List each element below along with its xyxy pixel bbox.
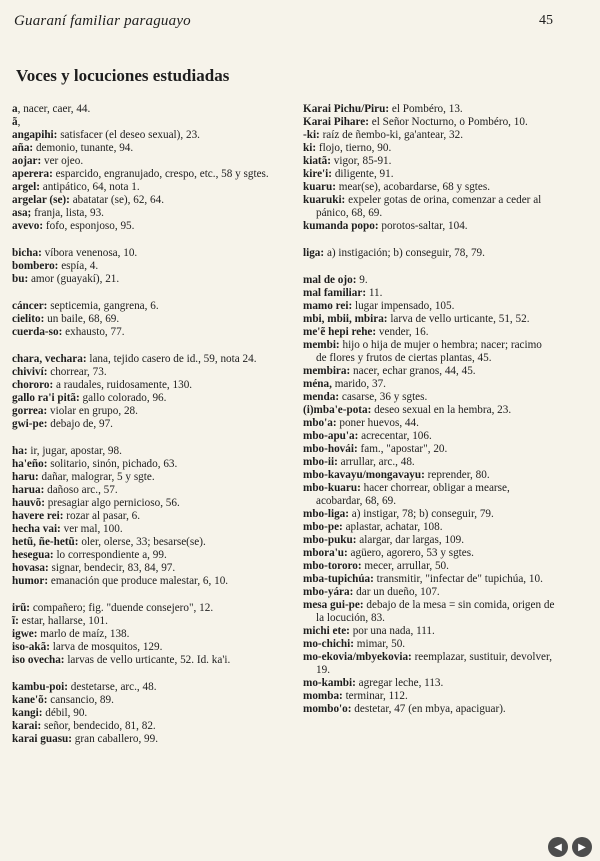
definition: amor (guayakí), 21. [28, 273, 120, 285]
definition: marlo de maíz, 138. [37, 628, 130, 640]
definition: espía, 4. [58, 260, 99, 272]
definition: débil, 90. [42, 707, 88, 719]
glossary-entry [303, 181, 555, 194]
definition: franja, lista, 93. [31, 207, 104, 219]
glossary-entry [303, 313, 555, 326]
headword: momba: [303, 690, 343, 702]
definition: lugar impensado, 105. [352, 300, 455, 312]
headword: kangi: [12, 707, 43, 719]
glossary-entry [303, 703, 555, 716]
headword: (i)mba'e-pota: [303, 404, 372, 416]
glossary-entry [303, 599, 555, 625]
glossary-entry [303, 142, 555, 155]
headword: hetũ, ñe-hetũ: [12, 536, 79, 548]
glossary-entry [303, 534, 555, 547]
glossary-entry [12, 720, 284, 733]
glossary-entry [303, 430, 555, 443]
definition: dañar, malograr, 5 y sgte. [38, 471, 155, 483]
headword: menda: [303, 391, 340, 403]
glossary-entry [12, 694, 284, 707]
glossary-entry [12, 353, 284, 366]
definition: marido, 37. [331, 378, 386, 390]
headword: mbo-apu'a: [303, 430, 359, 442]
next-page-button[interactable] [572, 837, 592, 857]
headword: aojar: [12, 155, 42, 167]
headword: gwi-pe: [12, 418, 48, 430]
definition: gallo colorado, 96. [79, 392, 167, 404]
definition: acrecentar, 106. [358, 430, 432, 442]
headword: ha'eño: [12, 458, 48, 470]
definition: debajo de la mesa = sin comida, origen de la locución, 83. [316, 599, 555, 624]
definition: larva de mosquitos, 129. [49, 641, 163, 653]
definition: señor, bendecido, 81, 82. [41, 720, 156, 732]
definition: un baile, 68, 69. [44, 313, 120, 325]
glossary-entry [303, 116, 555, 129]
chevron-right-icon: ▶ [578, 841, 586, 853]
glossary-entry [303, 326, 555, 339]
headword: cáncer: [12, 300, 48, 312]
definition: a) instigación; b) conseguir, 78, 79. [324, 247, 485, 259]
headword: kambu-poi: [12, 681, 68, 693]
headword: gorrea: [12, 405, 48, 417]
left-column [12, 103, 284, 746]
headword: humor: [12, 575, 49, 587]
headword: hesegua: [12, 549, 54, 561]
headword: ha: [12, 445, 28, 457]
headword: liga: [303, 247, 325, 259]
headword: harua: [12, 484, 45, 496]
definition: chorrear, 73. [47, 366, 107, 378]
glossary-entry [303, 560, 555, 573]
glossary-entry [303, 690, 555, 703]
headword: mba-tupichúa: [303, 573, 374, 585]
glossary-entry [303, 469, 555, 482]
glossary-entry [303, 638, 555, 651]
headword: karai: [12, 720, 42, 732]
definition: , nacer, caer, 44. [17, 103, 91, 115]
headword: mbora'u: [303, 547, 348, 559]
headword: kire'i: [303, 168, 333, 180]
headword: mbo-liga: [303, 508, 349, 520]
headword: mbo-ii: [303, 456, 338, 468]
headword: mbo-tororo: [303, 560, 362, 572]
definition: vender, 16. [376, 326, 429, 338]
definition: solitario, sinón, pichado, 63. [47, 458, 178, 470]
headword: mbo-kuaru: [303, 482, 361, 494]
glossary-entry [303, 404, 555, 417]
glossary-entry [303, 194, 555, 220]
headword: chiviví: [12, 366, 48, 378]
glossary-entry [12, 484, 284, 497]
glossary-entry [303, 521, 555, 534]
headword: ména, [303, 378, 332, 390]
headword: ki: [303, 142, 317, 154]
headword: argelar (se): [12, 194, 70, 206]
glossary-entry [303, 443, 555, 456]
headword: mbo-yára: [303, 586, 354, 598]
glossary-entry [12, 379, 284, 392]
definition: ir, jugar, apostar, 98. [27, 445, 122, 457]
definition: hijo o hija de mujer o hembra; nacer; racimo de flores y frutos de ciertas plantas, 45. [316, 339, 542, 364]
definition: abatatar (se), 62, 64. [69, 194, 165, 206]
headword: karai guasu: [12, 733, 72, 745]
running-head: Guaraní familiar paraguayo [14, 13, 191, 29]
glossary-entry [12, 247, 284, 260]
headword: mbo-pe: [303, 521, 343, 533]
definition: por una nada, 111. [349, 625, 435, 637]
definition: exhausto, 77. [62, 326, 125, 338]
headword: hovasa: [12, 562, 49, 574]
definition: compañero; fig. "duende consejero", 12. [30, 602, 214, 614]
glossary-entry [12, 733, 284, 746]
headword: kiatã: [303, 155, 331, 167]
definition: oler, olerse, 33; besarse(se). [78, 536, 206, 548]
glossary-entry [12, 602, 284, 615]
glossary-entry [303, 586, 555, 599]
headword: mamo rei: [303, 300, 353, 312]
headword: ã [12, 116, 18, 128]
headword: me'ẽ hepi rehe: [303, 326, 377, 338]
definition: violar en grupo, 28. [47, 405, 138, 417]
headword: argel: [12, 181, 40, 193]
headword: bicha: [12, 247, 42, 259]
headword: kumanda popo: [303, 220, 379, 232]
definition: 11. [366, 287, 383, 299]
definition: reemplazar, sustituir, devolver, 19. [316, 651, 553, 676]
definition: ver ojeo. [41, 155, 84, 167]
glossary-entry [303, 625, 555, 638]
glossary-entry [12, 142, 284, 155]
glossary-entry [12, 654, 284, 667]
glossary-entry [12, 418, 284, 431]
headword: ĩ: [12, 615, 19, 627]
headword: kuaru: [303, 181, 336, 193]
glossary-entry [303, 168, 555, 181]
headword: angapihi: [12, 129, 58, 141]
glossary-entry [303, 247, 555, 260]
definition: mecer, arrullar, 50. [361, 560, 449, 572]
glossary-entry [303, 155, 555, 168]
glossary-entry [303, 482, 555, 508]
definition: mimar, 50. [353, 638, 406, 650]
section-title: Voces y locuciones estudiadas [16, 66, 230, 85]
definition: el Pombéro, 13. [389, 103, 463, 115]
glossary-entry [303, 378, 555, 391]
definition: emanación que produce malestar, 6, 10. [48, 575, 229, 587]
glossary-entry [303, 220, 555, 233]
glossary-entry [12, 129, 284, 142]
definition: destetarse, arc., 48. [67, 681, 157, 693]
definition: nacer, echar granos, 44, 45. [350, 365, 476, 377]
glossary-entry [12, 549, 284, 562]
glossary-entry [12, 366, 284, 379]
glossary-entry [12, 220, 284, 233]
definition: vigor, 85-91. [330, 155, 392, 167]
headword: Karai Pihare: [303, 116, 369, 128]
glossary-entry [12, 562, 284, 575]
definition: dar un dueño, 107. [353, 586, 440, 598]
glossary-entry [303, 129, 555, 142]
headword: hauvõ: [12, 497, 45, 509]
headword: irũ: [12, 602, 31, 614]
glossary-entry [12, 260, 284, 273]
definition: arrullar, arc., 48. [337, 456, 415, 468]
headword: havere rei: [12, 510, 64, 522]
definition: agüero, agorero, 53 y sgtes. [347, 547, 474, 559]
definition: cansancio, 89. [47, 694, 114, 706]
definition: presagiar algo pernicioso, 56. [44, 497, 180, 509]
definition: agregar leche, 113. [355, 677, 444, 689]
headword: iso-akã: [12, 641, 50, 653]
definition: estar, hallarse, 101. [18, 615, 108, 627]
glossary-entry [303, 547, 555, 560]
definition: hacer chorrear, obligar a mearse, acobardar, 68, 69. [316, 482, 510, 507]
glossary-entry [12, 392, 284, 405]
glossary-entry [12, 497, 284, 510]
headword: kane'õ: [12, 694, 48, 706]
glossary-entry [12, 300, 284, 313]
definition: flojo, tierno, 90. [316, 142, 392, 154]
glossary-entry [12, 207, 284, 220]
glossary-entry [303, 274, 555, 287]
headword: michi ete: [303, 625, 350, 637]
definition: fofo, esponjoso, 95. [43, 220, 135, 232]
glossary-entry [303, 391, 555, 404]
headword: mbo'a: [303, 417, 337, 429]
definition: antipático, 64, nota 1. [39, 181, 140, 193]
headword: aperera: [12, 168, 53, 180]
headword: bu: [12, 273, 29, 285]
glossary-entry [12, 273, 284, 286]
glossary-entry [12, 326, 284, 339]
glossary-entry [303, 651, 555, 677]
glossary-entry [12, 615, 284, 628]
glossary-entry [303, 508, 555, 521]
definition: satisfacer (el deseo sexual), 23. [57, 129, 200, 141]
headword: membira: [303, 365, 351, 377]
headword: mo-kambi: [303, 677, 356, 689]
definition: destetar, 47 (en mbya, apaciguar). [351, 703, 506, 715]
headword: chororo: [12, 379, 54, 391]
glossary-entry [12, 313, 284, 326]
glossary-entry [12, 116, 284, 129]
headword: a [12, 103, 18, 115]
definition: larvas de vello urticante, 52. Id. ka'i. [64, 654, 231, 666]
glossary-entry [12, 445, 284, 458]
headword: igwe: [12, 628, 38, 640]
glossary-entry [12, 641, 284, 654]
definition: gran caballero, 99. [72, 733, 159, 745]
glossary-entry [12, 168, 284, 181]
headword: chara, vechara: [12, 353, 87, 365]
definition: reprender, 80. [424, 469, 490, 481]
definition: terminar, 112. [342, 690, 408, 702]
glossary-entry [12, 681, 284, 694]
glossary-entry [12, 181, 284, 194]
definition: esparcido, engranujado, crespo, etc., 58 y sgtes. [52, 168, 269, 180]
previous-page-button[interactable] [548, 837, 568, 857]
headword: mbo-kavayu/mongavayu: [303, 469, 425, 481]
headword: avevo: [12, 220, 44, 232]
definition: mear(se), acobardarse, 68 y sgtes. [335, 181, 491, 193]
glossary-entry [12, 471, 284, 484]
headword: cuerda-so: [12, 326, 63, 338]
definition: signar, bendecir, 83, 84, 97. [48, 562, 176, 574]
definition: diligente, 91. [332, 168, 394, 180]
definition: lo correspondiente a, 99. [53, 549, 167, 561]
definition: rozar al pasar, 6. [63, 510, 141, 522]
definition: 9. [356, 274, 368, 286]
headword: mal de ojo: [303, 274, 357, 286]
headword: mal familiar: [303, 287, 367, 299]
page-number: 45 [539, 13, 553, 28]
glossary-entry [303, 287, 555, 300]
headword: mbo-hovái: [303, 443, 358, 455]
headword: gallo ra'i pitã: [12, 392, 80, 404]
definition: expeler gotas de orina, comenzar a ceder al pánico, 68, 69. [316, 194, 542, 219]
definition: , [17, 116, 21, 128]
glossary-entry [12, 458, 284, 471]
glossary-entry [303, 300, 555, 313]
headword: kuaruki: [303, 194, 346, 206]
glossary-entry [12, 103, 284, 116]
headword: membi: [303, 339, 340, 351]
glossary-entry [303, 573, 555, 586]
definition: raíz de ñembo-ki, ga'antear, 32. [319, 129, 463, 141]
headword: mombo'o: [303, 703, 352, 715]
glossary-entry [12, 405, 284, 418]
glossary-entry [12, 536, 284, 549]
definition: septicemia, gangrena, 6. [47, 300, 159, 312]
definition: poner huevos, 44. [336, 417, 419, 429]
glossary-entry [12, 523, 284, 536]
glossary-entry [303, 417, 555, 430]
headword: mbi, mbii, mbira: [303, 313, 388, 325]
glossary-entry [12, 155, 284, 168]
headword: bombero: [12, 260, 59, 272]
definition: a) instigar, 78; b) conseguir, 79. [349, 508, 494, 520]
glossary-entry [303, 677, 555, 690]
headword: -ki: [303, 129, 320, 141]
glossary-entry [12, 194, 284, 207]
headword: mbo-puku: [303, 534, 357, 546]
definition: alargar, dar largas, 109. [356, 534, 465, 546]
headword: hecha vai: [12, 523, 61, 535]
headword: mesa gui-pe: [303, 599, 364, 611]
definition: larva de vello urticante, 51, 52. [387, 313, 530, 325]
glossary-entry [303, 103, 555, 116]
glossary-entry [12, 707, 284, 720]
definition: casarse, 36 y sgtes. [339, 391, 428, 403]
headword: asa; [12, 207, 32, 219]
definition: aplastar, achatar, 108. [342, 521, 443, 533]
definition: demonio, tunante, 94. [33, 142, 134, 154]
definition: fam., "apostar", 20. [357, 443, 448, 455]
headword: aña: [12, 142, 34, 154]
glossary-entry [303, 365, 555, 378]
definition: porotos-saltar, 104. [378, 220, 468, 232]
headword: mo-ekovia/mbyekovia: [303, 651, 412, 663]
headword: haru: [12, 471, 39, 483]
definition: a raudales, ruidosamente, 130. [53, 379, 193, 391]
definition: el Señor Nocturno, o Pombéro, 10. [368, 116, 528, 128]
glossary-entry [12, 628, 284, 641]
chevron-left-icon: ◀ [554, 841, 562, 853]
glossary-entry [303, 339, 555, 365]
definition: lana, tejido casero de id., 59, nota 24. [86, 353, 257, 365]
headword: mo-chichi: [303, 638, 354, 650]
definition: dañoso arc., 57. [44, 484, 118, 496]
definition: ver mal, 100. [60, 523, 123, 535]
glossary-entry [303, 456, 555, 469]
headword: cielito: [12, 313, 45, 325]
definition: debajo de, 97. [47, 418, 113, 430]
page-controls [548, 837, 592, 857]
headword: iso ovecha: [12, 654, 65, 666]
right-column [303, 103, 555, 716]
definition: víbora venenosa, 10. [41, 247, 138, 259]
glossary-entry [12, 575, 284, 588]
definition: transmitir, "infectar de" tupichúa, 10. [373, 573, 543, 585]
glossary-entry [12, 510, 284, 523]
headword: Karai Pichu/Piru: [303, 103, 390, 115]
definition: deseo sexual en la hembra, 23. [371, 404, 512, 416]
